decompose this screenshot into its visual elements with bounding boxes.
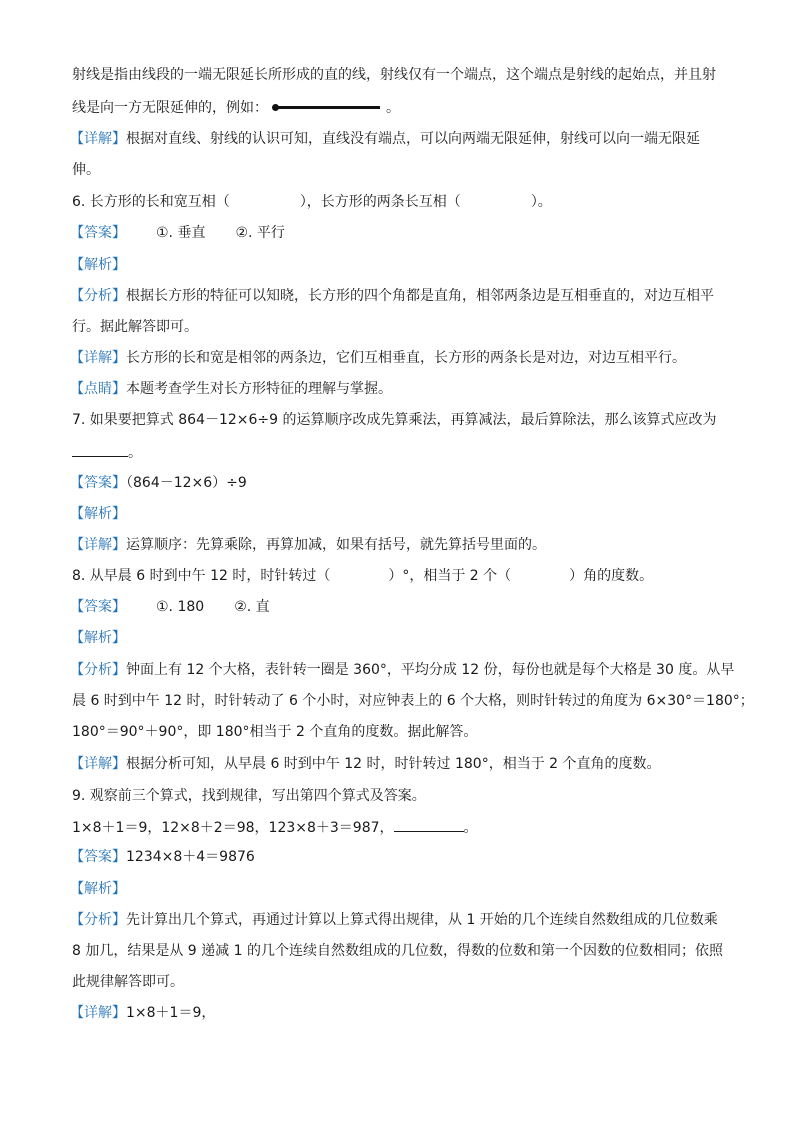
paragraph-line [72,65,716,85]
answer-blank [72,442,128,457]
paragraph-line [72,98,400,118]
text: ）角的度数。 [569,568,654,584]
analysis-tag: 【解析】 [70,506,126,522]
question-7-blank [72,442,142,463]
text: 1×8＋1＝9， [126,1005,216,1021]
fenxi-tag: 【分析】 [70,662,126,678]
question-8 [72,566,653,586]
fenxi-tag: 【分析】 [70,288,126,304]
answer-item: ①. 180 [156,599,205,615]
text: 180°＝90°＋90°，即 180°相当于 2 个直角的度数。据此解答。 [72,724,478,740]
text: 根据长方形的特征可以知晓，长方形的四个角都是直角，相邻两条边是互相垂直的，对边互相平 [126,288,714,304]
analysis-heading [70,255,126,275]
analysis-line [70,286,714,306]
analysis-heading [70,879,126,899]
analysis-heading [70,504,126,524]
answer-item: ②. 平行 [235,225,285,241]
text: 1×8＋1＝9，12×8＋2＝98，123×8＋3＝987， [72,820,394,836]
analysis-heading [70,628,126,648]
detail-line [70,754,661,774]
detail-line [70,129,700,149]
analysis-line [70,660,734,680]
text: 7. 如果要把算式 864－12×6÷9 的运算顺序改成先算乘法，再算减法，最后算除法，那么该算式应改为 [72,412,717,428]
paragraph-line [72,972,184,992]
text: 运算顺序：先算乘除，再算加减，如果有括号，就先算括号里面的。 [126,537,546,553]
answer-line [70,223,285,243]
detail-tag: 【详解】 [70,350,126,366]
text: 射线是指由线段的一端无限延长所形成的直的线，射线仅有一个端点，这个端点是射线的起始点，并且射 [72,67,716,83]
text: 行。据此解答即可。 [72,319,198,335]
text: 伸。 [72,162,100,178]
answer-tag: 【答案】 [70,225,126,241]
answer-tag: 【答案】 [70,849,126,865]
paragraph-line [72,722,477,742]
text: 9. 观察前三个算式，找到规律，写出第四个算式及答案。 [72,788,426,804]
text: 6. 长方形的长和宽互相（ [72,194,230,210]
answer-line [70,473,247,493]
paragraph-line [72,941,723,961]
answer-item: （864－12×6）÷9 [126,475,247,491]
text: 根据分析可知，从早晨 6 时到中午 12 时，时针转过 180°，相当于 2 个直角的度数。 [126,756,661,772]
detail-tag: 【详解】 [70,1005,126,1021]
answer-tag: 【答案】 [70,475,126,491]
comment-line [70,379,392,399]
question-6 [72,192,552,212]
answer-blank [394,817,464,832]
text: ），长方形的两条长互相（ [299,194,461,210]
detail-line [70,535,546,555]
paragraph-line [72,317,198,337]
detail-line [70,348,686,368]
analysis-line [70,910,718,930]
ray-icon [272,102,380,114]
text: 线是向一方无限延伸的，例如： [72,100,268,116]
question-7 [72,410,717,430]
text: 。 [386,100,400,116]
analysis-tag: 【解析】 [70,630,126,646]
text: 8. 从早晨 6 时到中午 12 时，时针转过（ [72,568,331,584]
fenxi-tag: 【分析】 [70,912,126,928]
text: 。 [463,820,478,836]
comment-tag: 【点睛】 [70,381,126,397]
text: ）°，相当于 2 个（ [388,568,512,584]
analysis-tag: 【解析】 [70,881,126,897]
text: 钟面上有 12 个大格，表针转一圈是 360°，平均分成 12 份，每份也就是每个大格是 30 度。从早 [126,662,735,678]
paragraph-line [72,691,754,711]
text: ）。 [530,194,552,210]
answer-item: ①. 垂直 [156,225,206,241]
text: 。 [128,445,142,461]
text: 先计算出几个算式，再通过计算以上算式得出规律，从 1 开始的几个连续自然数组成的几位数乘 [126,912,718,928]
answer-item: 1234×8＋4＝9876 [126,849,255,865]
text: 长方形的长和宽是相邻的两条边，它们互相垂直，长方形的两条长是对边，对边互相平行。 [126,350,686,366]
question-9-formulas [72,817,478,838]
detail-line [70,1003,215,1023]
analysis-tag: 【解析】 [70,257,126,273]
detail-tag: 【详解】 [70,131,126,147]
detail-tag: 【详解】 [70,537,126,553]
detail-tag: 【详解】 [70,756,126,772]
text: 晨 6 时到中午 12 时，时针转动了 6 个小时，对应钟表上的 6 个大格，则时针转过的角度为 6×30°＝180°； [72,693,754,709]
paragraph-line [72,160,100,180]
text: 本题考查学生对长方形特征的理解与掌握。 [126,381,392,397]
answer-line [70,847,255,867]
text: 根据对直线、射线的认识可知，直线没有端点，可以向两端无限延伸，射线可以向一端无限延 [126,131,700,147]
answer-item: ②. 直 [234,599,270,615]
question-9 [72,786,426,806]
text: 8 加几，结果是从 9 递减 1 的几个连续自然数组成的几位数，得数的位数和第一个因数的位数相同；依照 [72,943,723,959]
answer-line [70,597,270,617]
text: 此规律解答即可。 [72,974,184,990]
answer-tag: 【答案】 [70,599,126,615]
